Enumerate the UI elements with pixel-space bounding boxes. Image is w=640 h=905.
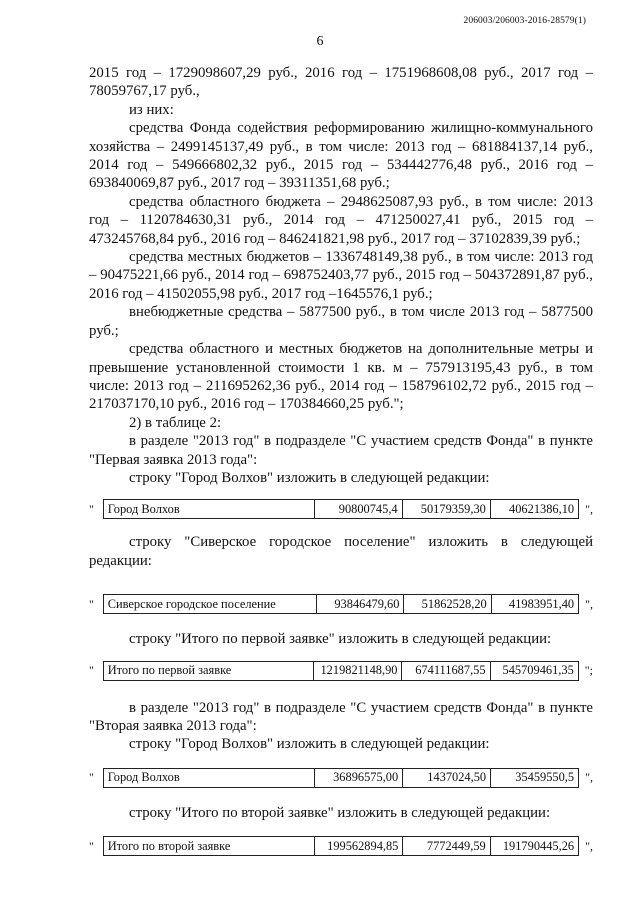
open-quote: " bbox=[89, 501, 94, 516]
table-cell-total: 90800745,4 bbox=[314, 500, 402, 519]
table-row bbox=[89, 594, 593, 614]
table-cell-total: 36896575,00 bbox=[314, 768, 402, 787]
table-cell-budget: 40621386,10 bbox=[490, 500, 578, 519]
table-row bbox=[89, 499, 593, 519]
data-table bbox=[103, 768, 579, 788]
table-cell-name: Город Волхов bbox=[103, 500, 314, 519]
close-quote: ", bbox=[585, 770, 593, 785]
open-quote: " bbox=[89, 663, 94, 678]
paragraph-row-total-first: строку "Итого по первой заявке" изложить в следующей редакции: bbox=[129, 631, 552, 648]
table-row bbox=[89, 661, 593, 681]
data-table bbox=[103, 499, 579, 519]
table-cell-name: Итого по первой заявке bbox=[103, 661, 313, 680]
data-table bbox=[103, 594, 579, 614]
table-cell-total: 1219821148,90 bbox=[313, 661, 402, 680]
paragraph-row-siverskoe: строку "Сиверское городское поселение" изложить в следующей редакции: bbox=[89, 534, 593, 569]
paragraph-of-them: из них: bbox=[129, 101, 174, 118]
table-cell-name: Итого по второй заявке bbox=[103, 837, 314, 856]
table-cell-total: 93846479,60 bbox=[317, 595, 404, 614]
table-cell-budget: 41983951,40 bbox=[491, 595, 578, 614]
document-body bbox=[89, 64, 593, 856]
close-quote: ", bbox=[585, 838, 593, 853]
table-cell-budget: 545709461,35 bbox=[490, 661, 578, 680]
close-quote: ", bbox=[585, 596, 593, 611]
paragraph-financing-years: 2015 год – 1729098607,29 руб., 2016 год – 1751968608,08 руб., 2017 год – 78059767,17 руб., bbox=[89, 65, 593, 100]
paragraph-section-second-application: в разделе "2013 год" в подразделе "С участием средств Фонда" в пункте "Вторая заявка 2013 года": bbox=[89, 699, 593, 734]
table-cell-fund: 51862528,20 bbox=[404, 595, 491, 614]
table-cell-fund: 1437024,50 bbox=[403, 768, 491, 787]
paragraph-regional-budget: средства областного бюджета – 2948625087,93 руб., в том числе: 2013 год – 1120784630,31 руб., 2014 год – 471250027,41 руб., 2015 год – 473245768,84 руб., 2016 год – 846241821,98 руб., 2017 год – 37102839,39 руб.; bbox=[89, 193, 593, 247]
open-quote: " bbox=[89, 770, 94, 785]
page-number: 6 bbox=[316, 34, 324, 49]
paragraph-row-volkhov-1: строку "Город Волхов" изложить в следующей редакции: bbox=[129, 469, 490, 486]
paragraph-fund-sources: средства Фонда содействия реформированию жилищно-коммунального хозяйства – 2499145137,49 руб., в том числе: 2013 год – 681884137,14 руб., 2014 год – 549666802,32 руб., 2015 год – 534442776,48 руб., 2016 год – 693840069,87 руб., 2017 год – 39311351,68 руб.; bbox=[89, 120, 593, 192]
document-id: 206003/206003-2016-28579(1) bbox=[463, 16, 586, 26]
paragraph-local-budgets: средства местных бюджетов – 1336748149,38 руб., в том числе: 2013 год – 90475221,66 руб., 2014 год – 698752403,77 руб., 2015 год – 504372891,87 руб., 2016 год – 41502055,98 руб., 2017 год –1645576,1 руб.; bbox=[89, 249, 593, 302]
paragraph-table-2: 2) в таблице 2: bbox=[129, 414, 222, 431]
table-cell-fund: 50179359,30 bbox=[402, 500, 490, 519]
table-row bbox=[89, 768, 593, 788]
data-table bbox=[103, 661, 579, 681]
table-cell-name: Город Волхов bbox=[103, 768, 314, 787]
table-cell-fund: 674111687,55 bbox=[402, 661, 490, 680]
open-quote: " bbox=[89, 596, 94, 611]
table-row bbox=[89, 836, 593, 856]
paragraph-section-first-application: в разделе "2013 год" в подразделе "С участием средств Фонда" в пункте "Первая заявка 2013 года": bbox=[89, 433, 593, 468]
paragraph-extrabudgetary: внебюджетные средства – 5877500 руб., в том числе 2013 год – 5877500 руб.; bbox=[89, 304, 593, 339]
paragraph-row-volkhov-2: строку "Город Волхов" изложить в следующей редакции: bbox=[129, 736, 490, 753]
table-cell-name: Сиверское городское поселение bbox=[103, 595, 316, 614]
paragraph-additional-meters: средства областного и местных бюджетов на дополнительные метры и превышение установленной стоимости 1 кв. м – 757913195,43 руб., в том числе: 2013 год – 211695262,36 руб., 2014 год – 158796102,72 руб., 2015 год – 217037170,10 руб., 2016 год – 170384660,25 руб."; bbox=[89, 341, 593, 413]
table-cell-budget: 191790445,26 bbox=[490, 837, 578, 856]
close-quote: "; bbox=[584, 663, 593, 678]
open-quote: " bbox=[89, 838, 94, 853]
table-cell-total: 199562894,85 bbox=[315, 837, 403, 856]
data-table bbox=[103, 836, 579, 856]
table-cell-fund: 7772449,59 bbox=[403, 837, 490, 856]
table-cell-budget: 35459550,5 bbox=[491, 768, 579, 787]
paragraph-row-total-second: строку "Итого по второй заявке" изложить в следующей редакции: bbox=[129, 804, 551, 821]
close-quote: ", bbox=[585, 501, 593, 516]
